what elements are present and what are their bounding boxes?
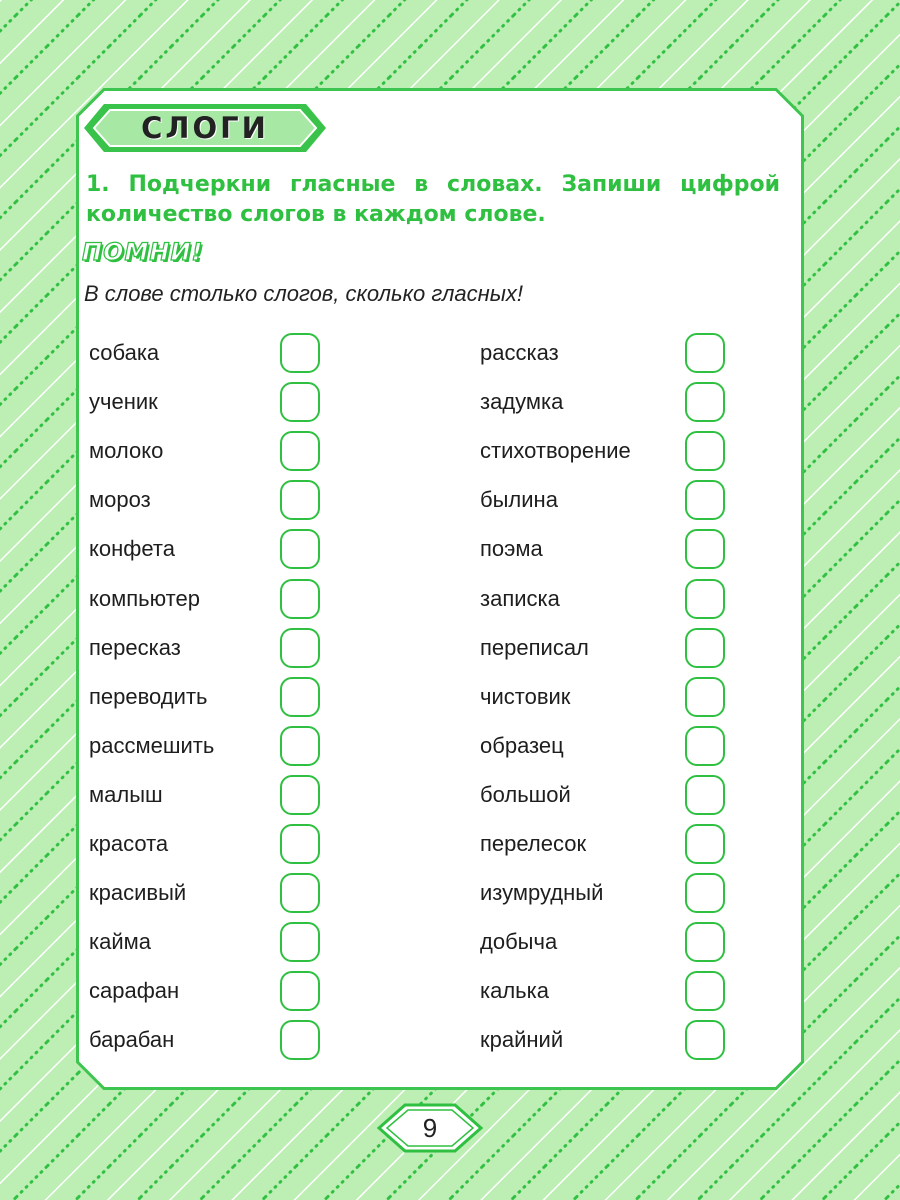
word-13: кайма [89, 929, 151, 954]
word-9: рассмешить [89, 733, 215, 758]
word-2: задумка [480, 389, 564, 414]
syllable-count-box[interactable] [280, 677, 320, 717]
word-7: переписал [480, 635, 589, 660]
task-line-2: количество слогов в каждом слове. [86, 202, 546, 227]
word-2: ученик [89, 389, 158, 414]
remember-label: ПОМНИ! [82, 238, 204, 266]
syllable-count-box[interactable] [280, 333, 320, 373]
syllable-count-box[interactable] [685, 431, 725, 471]
word-3: молоко [89, 438, 164, 463]
syllable-count-box[interactable] [685, 1020, 725, 1060]
word-11: перелесок [480, 831, 587, 856]
syllable-count-box[interactable] [280, 628, 320, 668]
word-5: поэма [480, 536, 543, 561]
word-7: пересказ [89, 635, 181, 660]
syllable-count-box[interactable] [685, 971, 725, 1011]
word-12: красивый [89, 880, 187, 905]
syllable-count-box[interactable] [685, 480, 725, 520]
syllable-count-box[interactable] [280, 873, 320, 913]
word-6: записка [480, 586, 560, 611]
syllable-count-box[interactable] [280, 431, 320, 471]
syllable-count-box[interactable] [685, 382, 725, 422]
word-5: конфета [89, 536, 175, 561]
syllable-count-box[interactable] [280, 824, 320, 864]
syllable-count-box[interactable] [685, 873, 725, 913]
page-number: 9 [422, 1112, 438, 1143]
word-1: рассказ [480, 340, 559, 365]
rule-text: В слове столько слогов, сколько гласных! [84, 281, 524, 306]
syllable-count-box[interactable] [685, 726, 725, 766]
word-15: барабан [89, 1027, 175, 1052]
syllable-count-box[interactable] [280, 579, 320, 619]
word-3: стихотворение [480, 438, 631, 463]
syllable-count-box[interactable] [280, 775, 320, 815]
word-8: чистовик [480, 684, 571, 709]
word-8: переводить [89, 684, 208, 709]
word-10: малыш [89, 782, 163, 807]
syllable-count-box[interactable] [685, 677, 725, 717]
syllable-count-box[interactable] [685, 922, 725, 962]
word-4: былина [480, 487, 558, 512]
word-6: компьютер [89, 586, 200, 611]
task-instruction [86, 170, 780, 230]
word-15: крайний [480, 1027, 564, 1052]
word-1: собака [89, 340, 160, 365]
word-13: добыча [480, 929, 558, 954]
syllable-count-box[interactable] [280, 726, 320, 766]
syllable-count-box[interactable] [685, 579, 725, 619]
word-9: образец [480, 733, 564, 758]
syllable-count-box[interactable] [685, 529, 725, 569]
section-title: СЛОГИ [141, 111, 269, 145]
word-12: изумрудный [480, 880, 604, 905]
syllable-count-box[interactable] [280, 971, 320, 1011]
task-line-1: 1. Подчеркни гласные в словах. Запиши цифрой [86, 172, 780, 197]
word-4: мороз [89, 487, 151, 512]
syllable-count-box[interactable] [280, 382, 320, 422]
syllable-count-box[interactable] [685, 775, 725, 815]
word-14: калька [480, 978, 549, 1003]
syllable-count-box[interactable] [280, 1020, 320, 1060]
word-10: большой [480, 782, 571, 807]
syllable-count-box[interactable] [280, 529, 320, 569]
syllable-count-box[interactable] [685, 628, 725, 668]
syllable-count-box[interactable] [685, 824, 725, 864]
syllable-count-box[interactable] [280, 480, 320, 520]
syllable-count-box[interactable] [280, 922, 320, 962]
word-14: сарафан [89, 978, 180, 1003]
word-11: красота [89, 831, 169, 856]
syllable-count-box[interactable] [685, 333, 725, 373]
